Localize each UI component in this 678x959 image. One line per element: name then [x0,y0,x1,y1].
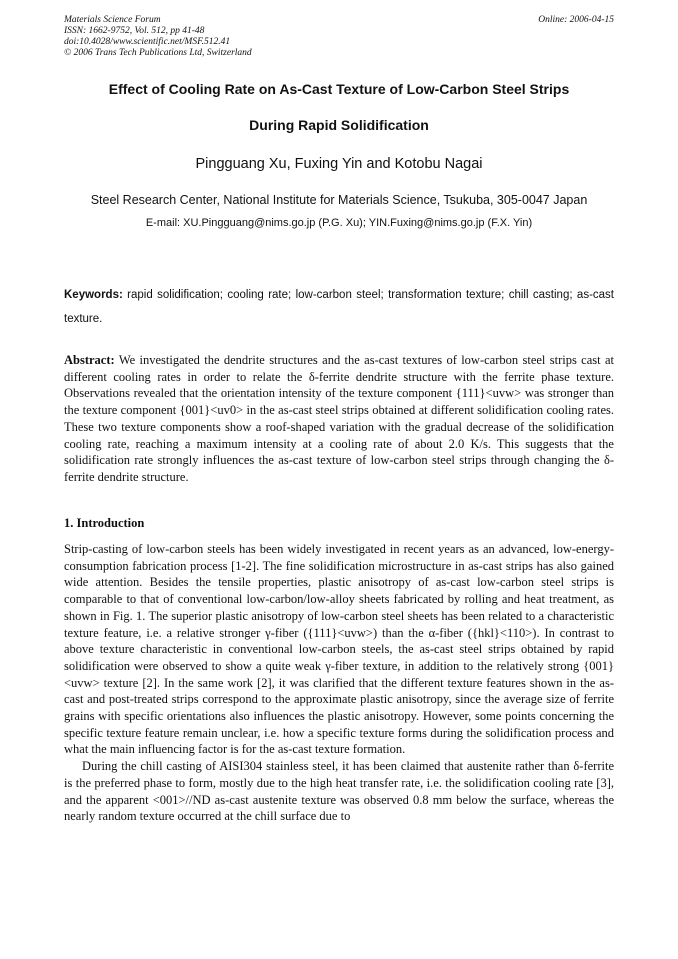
keywords-label: Keywords: [64,289,123,301]
intro-paragraph-1: Strip-casting of low-carbon steels has been widely investigated in recent years as an advanced, low-energy-consumption fabrication process [1-2]. The fine solidification microstructure in as-cast strips has also gained wide attention. Besides the tensile properties, plastic anisotropy of as-cast low-carbon steel strips is comparable to that of conventional low-carbon/low-alloy sheets fabricated by rolling and heat treatment, as shown in Fig. 1. The superior plastic anisotropy of low-carbon steel sheets has been related to a characteristic texture feature, i.e. a relative stronger γ-fiber ({111}<uvw>) than the α-fiber ({hkl}<110>). In contrast to above texture characteristic in conventional low-carbon steels, the as-cast steel strips obtained by rapid solidification were observed to show a quite weak γ-fiber texture, in addition to the relatively strong {001}<uvw> texture [2]. In the same work [2], it was clarified that the different texture features shown in the as-cast and post-treated strips correspond to the approximate plastic anisotropy, since the average size of ferrite grains with specific orientations also influences the plastic anisotropy. However, some points concerning the specific texture feature remain unclear, i.e. how a specific texture forms during the solidification process and what the main influencing factor is for the as-cast texture formation. [64,542,614,757]
copyright-line: © 2006 Trans Tech Publications Ltd, Switzerland [64,48,252,58]
abstract-text: We investigated the dendrite structures and the as-cast textures of low-carbon steel strips cast at different cooling rates in order to relate the δ-ferrite dendrite structure with the ferrite phase texture. Observations revealed that the orientation intensity of the texture component {111}<uvw> was stronger than the texture component {001}<uv0> in the as-cast steel strips obtained at different solidification cooling rates. These two texture components show a roof-shaped variation with the gradual decrease of the solidification cooling rate, reaching a maximum intensity at a cooling rate of about 2.0 K/s. This suggests that the solidification rate strongly influences the as-cast texture of low-carbon steel strips through changing the δ-ferrite dendrite structure. [64,353,614,484]
online-date: Online: 2006-04-15 [538,15,614,25]
email-line: E-mail: XU.Pingguang@nims.go.jp (P.G. Xu); YIN.Fuxing@nims.go.jp (F.X. Yin) [145,217,533,229]
affiliation: Steel Research Center, National Institute for Materials Science, Tsukuba, 305-0047 Japan [90,193,588,207]
section-heading-introduction: 1. Introduction [64,516,145,530]
abstract [64,352,614,486]
abstract-label: Abstract: [64,353,115,367]
paper-title-line-1: Effect of Cooling Rate on As-Cast Texture of Low-Carbon Steel Strips [108,81,570,97]
issn-line: ISSN: 1662-9752, Vol. 512, pp 41-48 [64,26,205,36]
page-header [64,15,614,59]
intro-paragraph-2: During the chill casting of AISI304 stainless steel, it has been claimed that austenite rather than δ-ferrite is the preferred phase to form, mostly due to the high heat transfer rate, i.e. the solidification cooling rate [3], and the apparent <001>//ND as-cast austenite texture was observed 0.8 mm below the surface, whereas the nearly random texture occurred at the chill surface due to [64,759,614,824]
paper-title-line-2: During Rapid Solidification [249,117,429,133]
author-list: Pingguang Xu, Fuxing Yin and Kotobu Nagai [195,156,483,172]
introduction-body [64,541,614,825]
keywords-text: rapid solidification; cooling rate; low-carbon steel; transformation texture; chill casting; as-cast texture. [64,289,614,325]
keywords [64,283,614,331]
doi-line: doi:10.4028/www.scientific.net/MSF.512.41 [64,37,231,47]
journal-name: Materials Science Forum [64,15,161,25]
